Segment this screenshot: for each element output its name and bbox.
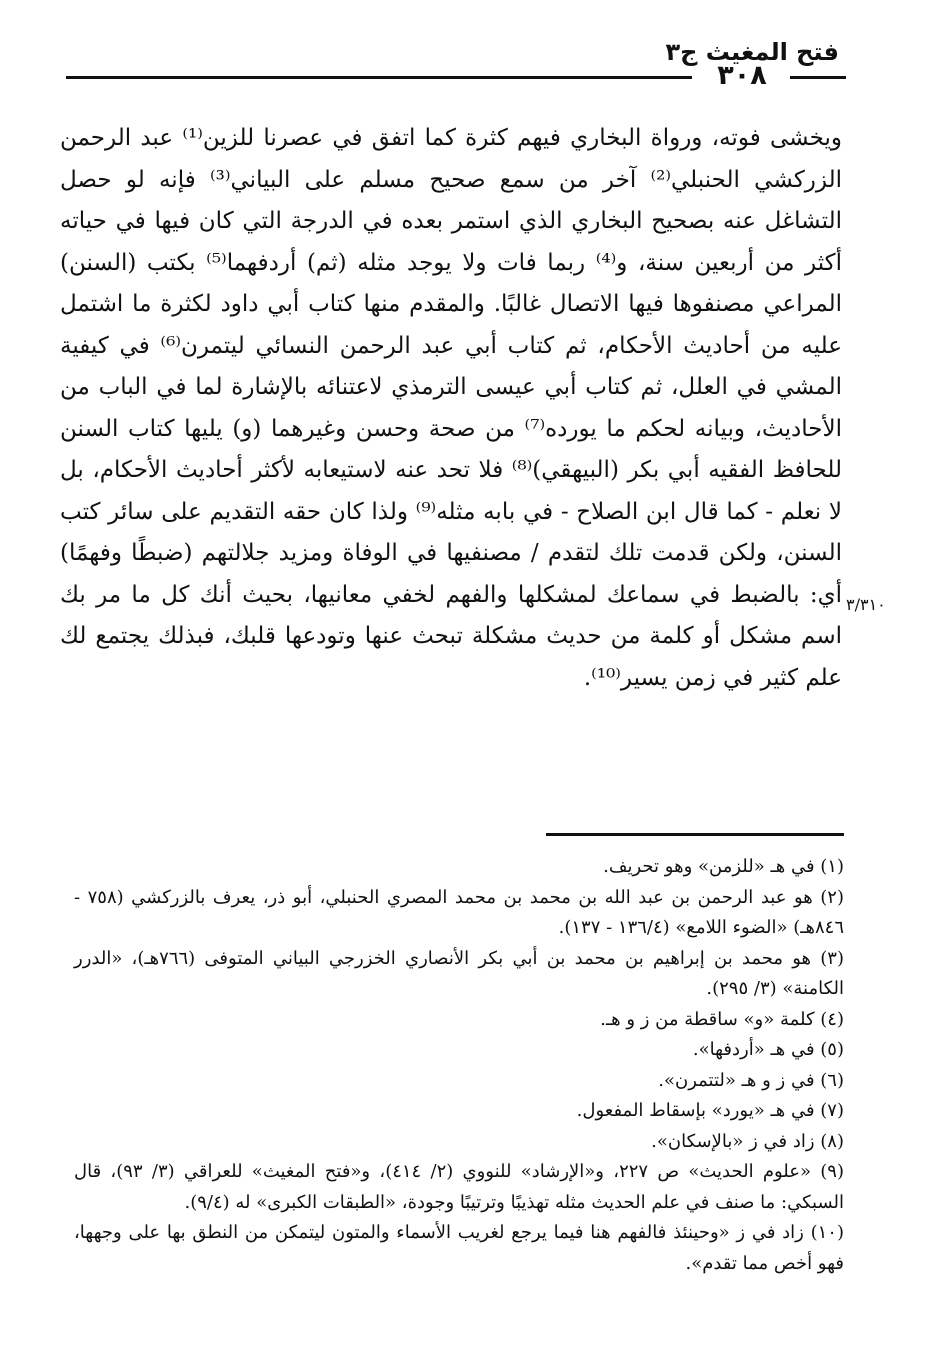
header-rule-short bbox=[790, 76, 846, 79]
footnote-item: (٣) هو محمد بن إبراهيم بن محمد بن أبي بكر الأنصاري الخزرجي البياني المتوفى (٧٦٦هـ)، «الدرر الكامنة» (٣/ ٢٩٥). bbox=[74, 947, 844, 999]
footnote-item: (٤) كلمة «و» ساقطة من ز و هـ. bbox=[600, 1008, 844, 1030]
header-rule bbox=[66, 76, 692, 79]
footnote-item: (٦) في ز و هـ «لتتمرن». bbox=[658, 1069, 844, 1091]
page-number: ٣٠٨ bbox=[717, 60, 767, 91]
footnote-item: (١) في هـ «للزمن» وهو تحريف. bbox=[603, 856, 844, 877]
main-paragraph: ويخشى فوته، ورواة البخاري فيهم كثرة كما اتفق في عصرنا للزين⁽¹⁾ عبد الرحمن الزركشي الحنبلي⁽²⁾ آخر من سمع صحيح مسلم على البياني⁽³⁾ فإنه لو حصل التشاغل عنه بصحيح البخاري الذي استمر بعده في الدرجة التي كان فيها في حياته أكثر من أربعين سنة، و⁽⁴⁾ ربما فات ولا يوجد مثله (ثم) أردفهما⁽⁵⁾ بكتب (السنن) المراعي مصنفوها فيها الاتصال غالبًا. والمقدم منها كتاب أبي داود لكثرة ما اشتمل عليه من أحاديث الأحكام، ثم كتاب أبي عبد الرحمن النسائي ليتمرن⁽⁶⁾ في كيفية المشي في العلل، ثم كتاب أبي عيسى الترمذي لاعتنائه بالإشارة لما في الباب من الأحاديث، وبيانه لحكم ما يورده⁽⁷⁾ من صحة وحسن وغيرهما (و) يليها كتاب السنن للحافظ الفقيه أبي بكر (البيهقي)⁽⁸⁾ فلا تحد عنه لاستيعابه لأكثر أحاديث الأحكام، بل لا نعلم - كما قال ابن الصلاح - في بابه مثله⁽⁹⁾ ولذا كان حقه التقديم على سائر كتب السنن، ولكن قدمت تلك لتقدم / مصنفيها في الوفاة ومزيد جلالتهم (ضبطًا وفهمًا) أي: بالضبط في سماعك لمشكلها والفهم لخفي معانيها، بحيث أنك كل ما مر بك اسم مشكل أو كلمة من حديث مشكلة تبحث عنها وتودعها قلبك، فبذلك يجتمع لك علم كثير في زمن يسير⁽¹⁰⁾. bbox=[60, 125, 843, 691]
main-text bbox=[60, 118, 842, 699]
footnote-separator bbox=[546, 833, 844, 836]
footnote-item: (٩) «علوم الحديث» ص ٢٢٧، و«الإرشاد» للنووي (٢/ ٤١٤)، و«فتح المغيث» للعراقي (٣/ ٩٣)، قال السبكي: ما صنف في علم الحديث مثله تهذيبًا وترتيبًا وجودة، «الطبقات الكبرى» له (٩/٤). bbox=[74, 1161, 844, 1213]
margin-page-reference: ٣/٣١٠ bbox=[846, 595, 886, 614]
footnote-item: (٨) زاد في ز «بالإسكان». bbox=[651, 1130, 844, 1152]
footnotes-list bbox=[74, 852, 844, 1279]
footnote-item: (٥) في هـ «أردفها». bbox=[692, 1039, 844, 1060]
running-header-title: فتح المغيث ج٣ bbox=[665, 38, 839, 66]
footnote-item: (٢) هو عبد الرحمن بن عبد الله بن محمد بن محمد المصري الحنبلي، أبو ذر، يعرف بالزركشي (٧٥٨ - ٨٤٦هـ) «الضوء اللامع» (١٣٦/٤ - ١٣٧). bbox=[74, 886, 844, 938]
footnote-item: (١٠) زاد في ز «وحينئذ فالفهم هنا فيما يرجع لغريب الأسماء والمتون ليتمكن من النطق بها على وجهها، فهو أخص مما تقدم». bbox=[74, 1222, 844, 1274]
footnote-item: (٧) في هـ «يورد» بإسقاط المفعول. bbox=[576, 1100, 844, 1121]
